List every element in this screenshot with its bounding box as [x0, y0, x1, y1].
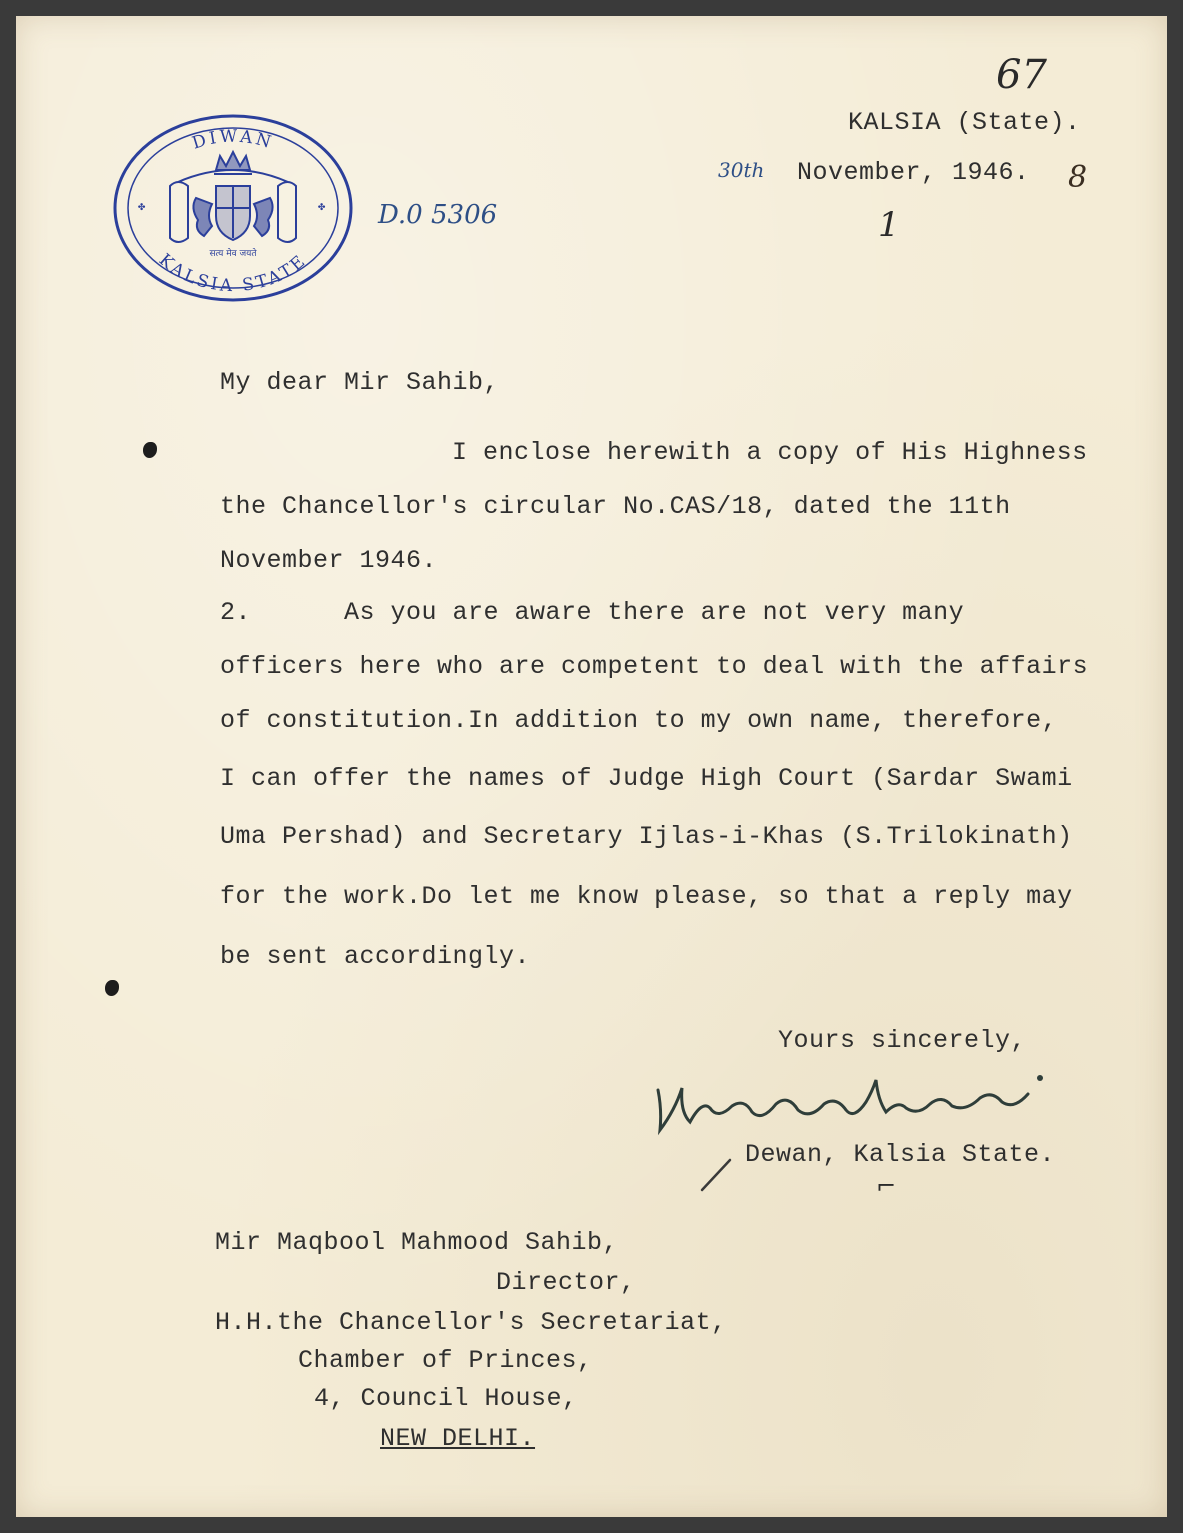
salutation: My dear Mir Sahib, [220, 368, 500, 397]
diwan-seal [108, 108, 358, 308]
recipient-name: Mir Maqbool Mahmood Sahib, [215, 1228, 619, 1257]
place-line: KALSIA (State). [848, 108, 1081, 137]
body-line-3: November 1946. [220, 546, 438, 575]
body-line-5: officers here who are competent to deal with the affairs [220, 652, 1089, 681]
recipient-title: Director, [496, 1268, 636, 1297]
corner-mark: 8 [1068, 160, 1088, 195]
body-line-10: be sent accordingly. [220, 942, 531, 971]
margin-mark: 1 [878, 205, 900, 245]
handwritten-signature [640, 1050, 1060, 1200]
body-line-1: I enclose herewith a copy of His Highness [452, 438, 1088, 467]
recipient-city: NEW DELHI. [380, 1424, 536, 1453]
svg-text:✤: ✤ [318, 200, 326, 214]
seal-bottom-text: KALSIA STATE [154, 250, 312, 297]
body-line-8: Uma Pershad) and Secretary Ijlas-i-Khas (S.Trilokinath) [220, 822, 1073, 851]
recipient-office: H.H.the Chancellor's Secretariat, [215, 1308, 727, 1337]
file-reference: D.0 5306 [378, 200, 498, 230]
body-line-9: for the work.Do let me know please, so that a reply may [220, 882, 1073, 911]
body-line-6: of constitution.In addition to my own name, therefore, [220, 706, 1058, 735]
svg-text:✤: ✤ [138, 200, 146, 214]
seal-top-text: DIWAN [189, 126, 277, 154]
recipient-chamber: Chamber of Princes, [298, 1346, 593, 1375]
date-line: November, 1946. [797, 158, 1030, 187]
page-number: 67 [996, 52, 1047, 98]
body-line-7: I can offer the names of Judge High Court (Sardar Swami [220, 764, 1073, 793]
signature-title: Dewan, Kalsia State. [745, 1140, 1056, 1169]
closing: Yours sincerely, [778, 1026, 1027, 1055]
coat-of-arms-icon [170, 170, 296, 242]
date-day-note: 30th [718, 158, 765, 182]
body-line-2: the Chancellor's circular No.CAS/18, dated the 11th [220, 492, 1011, 521]
tick-mark: ⌐ [876, 1172, 897, 1200]
seal-motto: सत्य मेव जयते [209, 249, 257, 259]
body-line-4: 2. As you are aware there are not very many [220, 598, 965, 627]
recipient-house: 4, Council House, [314, 1384, 578, 1413]
